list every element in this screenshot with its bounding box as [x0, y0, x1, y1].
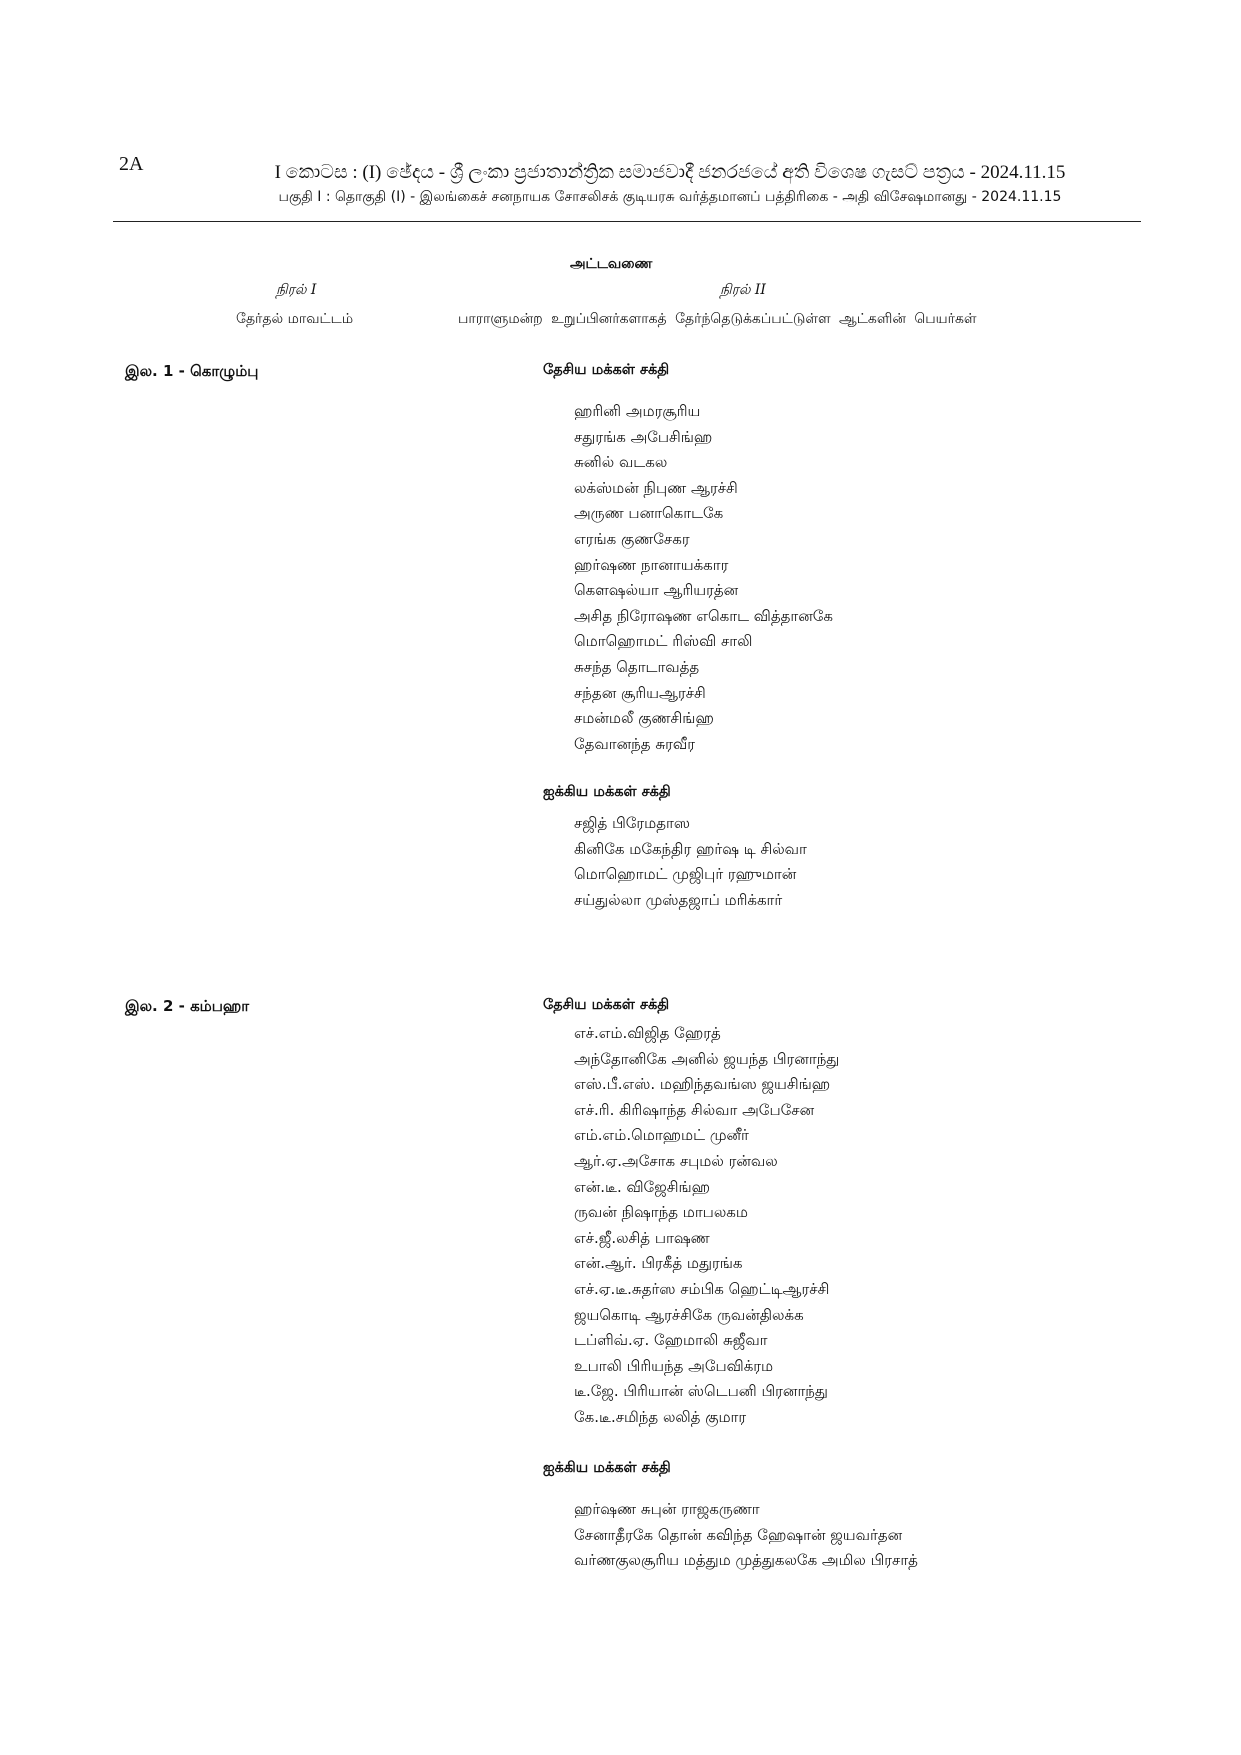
member-name: மொஹொமட் முஜிபுர் ரஹுமான் [574, 865, 797, 884]
member-name: டப்ளிவ்.ஏ. ஹேமாலி சுஜீவா [574, 1331, 768, 1350]
member-name: சஜித் பிரேமதாஸ [574, 814, 690, 832]
member-list-npp-colombo [574, 399, 833, 757]
member-name: அசித நிரோஷண எகொட வித்தானகே [574, 606, 834, 625]
member-name: சேனாதீரகே தொன் கவிந்த ஹேஷான் ஜயவர்தன [574, 1525, 903, 1544]
column-2-label: நிரல் II [720, 282, 766, 298]
page-number: 2A [119, 153, 144, 175]
district-gampaha-title: இல. 2 - கம்பஹா [125, 997, 250, 1015]
column-1-heading: தேர்தல் மாவட்டம் [236, 311, 354, 327]
party-npp-colombo-title: தேசிய மக்கள் சக்தி [543, 362, 670, 378]
member-list-sjb-colombo [574, 811, 807, 913]
member-name: எச்.ஏ.டீ.சுதர்ஸ சம்பிக ஹெட்டிஆரச்சி [574, 1279, 830, 1298]
party-sjb-gampaha-title: ஐக்கிய மக்கள் சக்தி [543, 1460, 671, 1476]
member-name: என்.டீ. விஜேசிங்ஹ [574, 1177, 710, 1196]
member-name: மொஹொமட் ரிஸ்வி சாலி [574, 632, 753, 651]
member-list-sjb-gampaha [574, 1497, 918, 1574]
column-1-label: நிரல் I [276, 282, 317, 298]
member-name: எச்.ரி. கிரிஷாந்த சில்வா அபேசேன [574, 1100, 815, 1119]
member-name: ஹர்ஷண நானாயக்கார [574, 555, 729, 574]
member-name: ஜயகொடி ஆரச்சிகே ருவன்திலக்க [574, 1305, 804, 1324]
member-name: அந்தோனிகே அனில் ஜயந்த பிரனாந்து [574, 1049, 840, 1068]
member-name: எம்.எம்.மொஹமட் முனீர் [574, 1126, 749, 1145]
column-2-heading: பாராளுமன்ற உறுப்பினர்களாகத் தேர்ந்தெடுக்கப்பட்டுள்ள ஆட்களின் பெயர்கள் [458, 311, 977, 327]
member-name: சுசந்த தொடாவத்த [574, 657, 700, 676]
member-name: சுனில் வடகல [574, 453, 668, 472]
member-name: எச்.ஜீ.லசித் பாஷண [574, 1228, 710, 1247]
party-sjb-colombo-title: ஐக்கிய மக்கள் சக்தி [543, 784, 671, 800]
member-name: சந்தன சூரியஆரச்சி [574, 683, 706, 702]
member-name: ஹரினி அமரசூரிய [574, 402, 701, 420]
member-name: ஆர்.ஏ.அசோக சபுமல் ரன்வல [574, 1151, 778, 1170]
member-name: சய்துல்லா முஸ்தஜாப் மரிக்கார் [574, 890, 783, 909]
member-name: அருண பனாகொடகே [574, 504, 724, 523]
member-name: எச்.எம்.விஜித ஹேரத் [574, 1024, 721, 1042]
member-name: எஸ்.பீ.எஸ். மஹிந்தவங்ஸ ஜயசிங்ஹ [574, 1075, 831, 1094]
member-name: உபாலி பிரியந்த அபேவிக்ரம [574, 1356, 774, 1375]
member-name: கே.டீ.சமிந்த லலித் குமார [574, 1407, 747, 1426]
member-name: கினிகே மகேந்திர ஹர்ஷ டி சில்வா [574, 839, 807, 858]
member-name: சமன்மலீ குணசிங்ஹ [574, 709, 714, 728]
member-name: வர்ணகுலசூரிய மத்தும முத்துகலகே அமில பிரசாத் [574, 1551, 918, 1570]
district-colombo-title: இல. 1 - கொழும்பு [125, 362, 259, 380]
member-name: ருவன் நிஷாந்த மாபலகம [574, 1203, 748, 1222]
schedule-title: அட்டவணை [570, 256, 653, 272]
member-list-npp-gampaha [574, 1021, 839, 1431]
member-name: கௌஷல்யா ஆரியரத்ன [574, 581, 739, 600]
header-tamil-title: பகுதி I : தொகுதி (I) - இலங்கைச் சனநாயக சோசலிசக் குடியரசு வர்த்தமானப் பத்திரிகை - அதி விசேஷமானது - 2024.11.15 [278, 189, 1062, 205]
member-name: என்.ஆர். பிரகீத் மதுரங்க [574, 1254, 743, 1273]
member-name: ஹர்ஷண சுபுன் ராஜகருணா [574, 1500, 760, 1518]
header-divider [113, 221, 1141, 222]
member-name: எரங்க குணசேகர [574, 529, 690, 548]
header-sinhala-title: I කොටස : (I) ඡේදය - ශ්‍රී ලංකා ප්‍රජාතාන්ත්‍රික සමාජවාදී ජනරජයේ අති විශෙෂ ගැසට් පත්‍රය - 2024.11.15 [274, 162, 1066, 183]
party-npp-gampaha-title: தேசிய மக்கள் சக்தி [543, 997, 670, 1013]
member-name: டீ.ஜே. பிரியான் ஸ்டெபனி பிரனாந்து [574, 1382, 828, 1401]
member-name: லக்ஸ்மன் நிபுண ஆரச்சி [574, 478, 738, 497]
member-name: தேவானந்த சுரவீர [574, 734, 695, 753]
member-name: சதுரங்க அபேசிங்ஹ [574, 427, 713, 446]
